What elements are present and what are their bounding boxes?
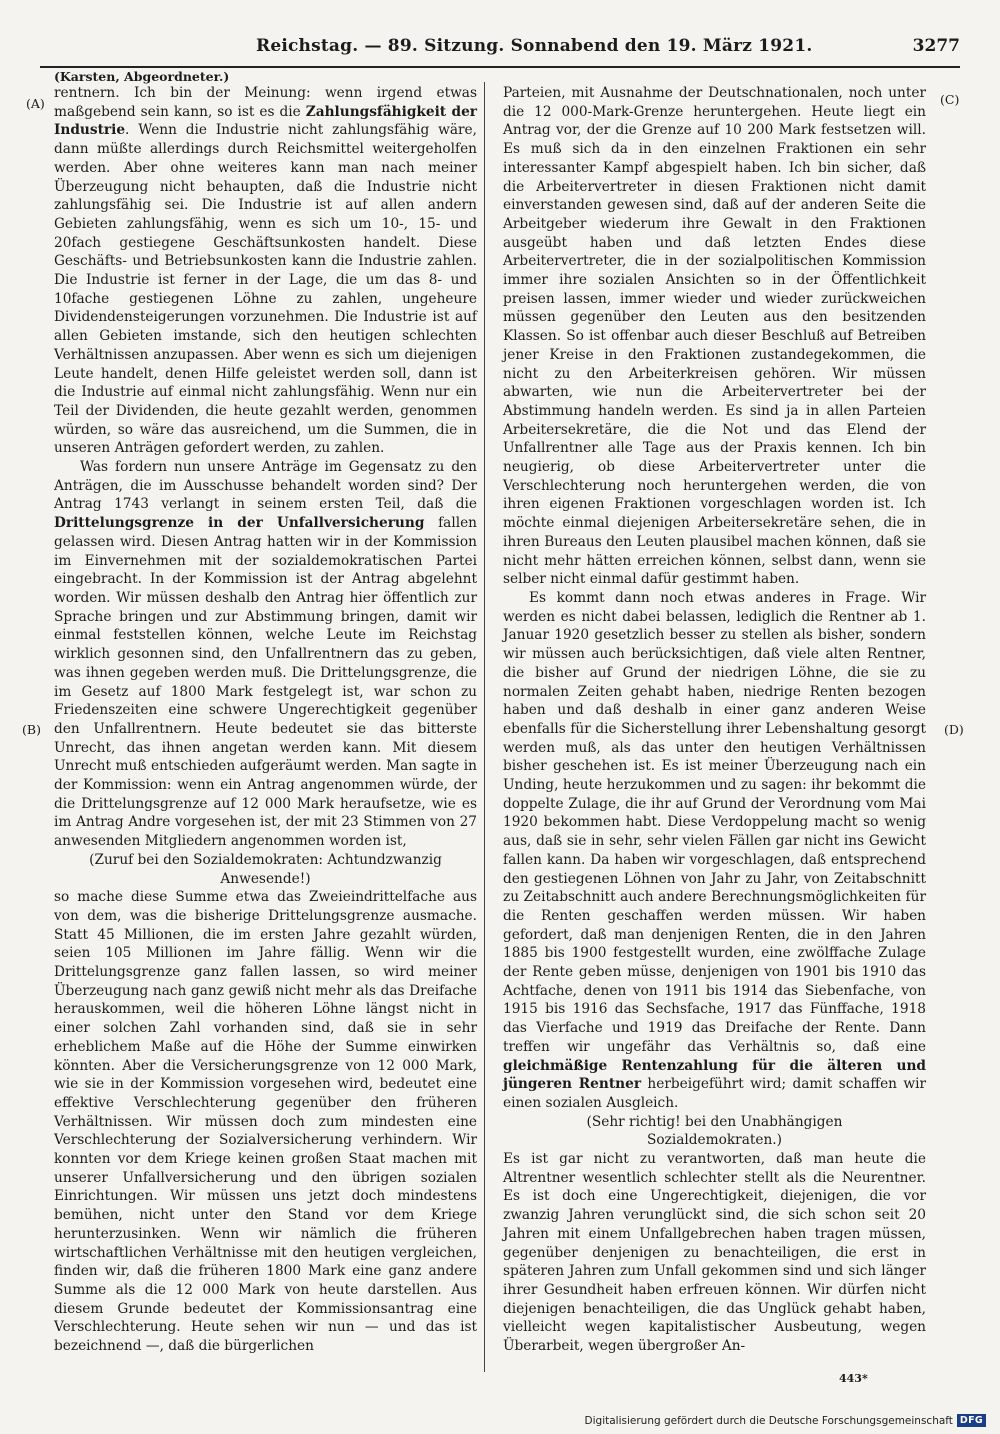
text-run: fallen gelassen wird. Diesen Antrag hatten wir in der Kommission im Einvernehmen mit der sozialdemokratischen Partei eingebracht. In der Kommission ist der Antrag abgelehnt worden. Wir müssen deshalb den Antrag hier öffentlich zur Sprache bringen und zur Abstimmung bringen, damit wir einmal feststellen können, welche Leute im Reichstag wirklich gesonnen sind, den Unfallrentnern das zu geben, was ihnen gegeben werden muß. Die Drittelungsgrenze, die im Gesetz auf 1800 Mark festgelegt ist, war schon zu Friedenszeiten eine schwere Ungerechtigkeit gegenüber den Unfallrentnern. Heute bedeutet sie das bitterste Unrecht, das ihnen angetan werden kann. Mit diesem Unrecht muß entschieden aufgeräumt werden. Man sagte in der Kommission: wenn ein Antrag angenommen würde, der die Drittelungsgrenze auf 12 000 Mark heraufsetze, wie es im Antrag Andre vorgesehen ist, der mit 23 Stimmen von 27 anwesenden Mitgliedern angenommen worden ist, [54, 515, 477, 850]
margin-marker-a: (A) [26, 96, 45, 111]
dfg-logo-icon: DFG [957, 1414, 986, 1427]
text-run: . Wenn die Industrie nicht zahlungsfähig wäre, dann müßte allerdings durch Reichsmittel weitergeholfen werden. Aber ohne weiteres kann man nach meiner Überzeugung nicht behaupten, daß die Industrie nicht zahlungsfähig sei. Die Industrie ist auf allen andern Gebieten zahlungsfähig, wenn es sich um 10-, 15- und 20fach gestiegene Geschäftsunkosten handelt. Diese Geschäfts- und Betriebsunkosten kann die Industrie zahlen. Die Industrie ist ferner in der Lage, die um das 8- und 10fache gestiegenen Löhne zu zahlen, ungeheure Dividendensteigerungen vorzunehmen. Die Industrie ist auf allen Gebieten imstande, sich den heutigen schlechten Verhältnissen anzupassen. Aber wenn es sich um diejenigen Leute handelt, denen Hilfe geleistet werden soll, dann ist die Industrie auf einmal nicht zahlungsfähig. Wenn nur ein Teil der Dividenden, die heute gezahlt werden, genommen würden, so wäre das ausreichend, um die Summen, die in unseren Anträgen gefordert werden, zu zahlen. [54, 122, 477, 457]
text-run: rentnern. Ich bin der Meinung: wenn irgend etwas maßgebend sein kann, so ist es die [54, 85, 477, 120]
emphasis-text: Zahlungsfähigkeit der Industrie [54, 103, 478, 139]
header-title: Reichstag. — 89. Sitzung. Sonnabend den 19. März 1921. [256, 36, 813, 56]
right-column [503, 84, 926, 1356]
text-run: herbeigeführt wird; damit schaffen wir einen sozialen Ausgleich. [503, 1076, 927, 1111]
text-run: Was fordern nun unsere Anträge im Gegensatz zu den Anträgen, die im Ausschusse behandelt worden sind? Der Antrag 1743 verlangt in seinem ersten Teil, daß die [54, 459, 477, 513]
page-number: 3277 [912, 36, 960, 56]
column-divider [484, 82, 485, 1372]
margin-marker-c: (C) [940, 92, 960, 107]
left-column [54, 84, 477, 1356]
credit-text: Digitalisierung gefördert durch die Deutsche Forschungsgemeinschaft [584, 1414, 953, 1427]
interjection: (Zuruf bei den Sozialdemokraten: Achtundzwanzig Anwesende!) [89, 851, 442, 887]
sheet-signature: 443* [839, 1372, 868, 1385]
margin-marker-b: (B) [22, 722, 41, 737]
paragraph: Parteien, mit Ausnahme der Deutschnationalen, noch unter die 12 000-Mark-Grenze heruntergehen. Heute liegt ein Antrag vor, der die Grenze auf 10 200 Mark festsetzen will. Es muß sich da in den einzelnen Fraktionen ein sehr interessanter Kampf abgespielt haben. Ich bin sicher, daß die Arbeitervertreter in diesen Fraktionen nicht damit einverstanden gewesen sind, daß auf der anderen Seite die Arbeitgeber wiederum ihre Gewalt in den Fraktionen ausgeübt haben und daß letzten Endes diese Arbeitervertreter, die in der sozialpolitischen Kommission immer ihre sozialen Ansichten so in der Öffentlichkeit preisen lassen, immer wieder und wieder zurückweichen müssen gegenüber den Leuten aus den besitzenden Klassen. So ist offenbar auch dieser Beschluß auf Betreiben jener Kreise in den Fraktionen zustandegekommen, die nicht zu den Arbeiterkreisen gehören. Wir müssen abwarten, wie nun die Arbeitervertreter bei der Abstimmung handeln werden. Es sind ja in allen Parteien Arbeitersekretäre, die die Not und das Elend der Unfallrentner alle Tage aus der Praxis kennen. Ich bin neugierig, ob diese Arbeitervertreter unter die Verschlechterung noch heruntergehen werden, die von ihren eigenen Fraktionen vorgeschlagen worden ist. Ich möchte einmal diejenigen Arbeitersekretäre sehen, die in ihren Bureaus den Leuten plausibel machen können, daß sie nicht mehr hätten erreichen können, selbst dann, wenn sie selber nicht einmal dafür gestimmt haben. [503, 85, 926, 588]
paragraph [54, 84, 477, 458]
emphasis-text: gleichmäßige Rentenzahlung für die älteren und jüngeren Rentner [503, 1057, 926, 1093]
digitization-credit [585, 1414, 986, 1427]
paragraph: so mache diese Summe etwa das Zweieindrittelfache aus von dem, was die bisherige Drittelungsgrenze ausmache. Statt 45 Millionen, die im ersten Jahre gezahlt würden, seien 105 Millionen im Jahre fällig. Wenn wir die Drittelungsgrenze ganz fallen lassen, so wird meiner Überzeugung nach ganz gewiß nicht mehr als das Dreifache herauskommen, weil die höheren Löhne längst nicht in einer solchen Zahl vorhanden sind, daß sie in sehr erheblichem Maße auf die Höhe der Summe einwirken könnten. Aber die Versicherungsgrenze von 12 000 Mark, wie sie in der Kommission vorgesehen wird, bedeutet eine effektive Verschlechterung gegenüber den früheren Verhältnissen. Wir müssen doch zum mindesten eine Verschlechterung der Sozialversicherung verhindern. Wir konnten vor dem Kriege keinen großen Staat machen mit unserer Unfallversicherung und den übrigen sozialen Einrichtungen. Wir müssen uns jetzt doch mindestens bemühen, nicht unter den Stand vor dem Kriege herunterzusinken. Wenn wir nämlich die früheren wirtschaftlichen Verhältnisse mit den heutigen vergleichen, finden wir, daß die früheren 1800 Mark eine ganz andere Summe als die 12 000 Mark von heute darstellen. Aus diesem Grunde bedeutet der Kommissionsantrag eine Verschlechterung. Heute sehen wir nun — und das ist bezeichnend —, daß die bürgerlichen [54, 889, 477, 1355]
paragraph [503, 589, 926, 1113]
page-header [40, 30, 960, 68]
margin-marker-d: (D) [944, 722, 964, 737]
text-run: Es kommt dann noch etwas anderes in Frage. Wir werden es nicht dabei belassen, lediglich die Rentner ab 1. Januar 1920 gesetzlich besser zu stellen als bisher, sondern wir müssen auch berücksichtigen, daß viele alten Rentner, die bisher auf Grund der niedrigen Löhne, die sie zu normalen Zeiten gehabt haben, niedrige Renten bezogen haben und daß deshalb in einer ganz anderen Weise ebenfalls für die Sicherstellung ihrer Lebenshaltung gesorgt werden muß, als das unter den heutigen Verhältnissen bisher geschehen ist. Es ist meiner Überzeugung nach ein Unding, heute herzukommen und zu sagen: ihr bekommt die doppelte Zulage, die ihr auf Grund der Verordnung vom Mai 1920 bekommen habt. Diese Verdoppelung macht so wenig aus, daß sie in sehr, sehr vielen Fällen gar nicht ins Gewicht fallen kann. Da haben wir vorgeschlagen, daß entsprechend den gestiegenen Löhnen von Jahr zu Jahr, von Zeitabschnitt zu Zeitabschnitt auch andere Berechnungsmöglichkeiten für die Renten geschaffen werden müssen. Wir haben gefordert, daß man denjenigen Renten, die in den Jahren 1885 bis 1900 festgestellt wurden, eine zwölffache Zulage der Rente geben müsse, denjenigen von 1901 bis 1910 das Achtfache, denen von 1911 bis 1914 das Siebenfache, von 1915 bis 1916 das Sechsfache, 1917 das Fünffache, 1918 das Vierfache und 1919 das Dreifache der Rente. Dann treffen wir ungefähr das Verhältnis so, daß eine [503, 589, 926, 1055]
interjection: (Sehr richtig! bei den Unabhängigen Sozialdemokraten.) [586, 1113, 843, 1149]
speaker-label: (Karsten, Abgeordneter.) [54, 69, 230, 84]
paragraph [54, 458, 477, 851]
emphasis-text: Drittelungsgrenze in der Unfallversicherung [54, 515, 425, 532]
paragraph: Es ist gar nicht zu verantworten, daß man heute die Altrentner wesentlich schlechter stellt als die Neurentner. Es ist doch eine Ungerechtigkeit, diejenigen, die vor zwanzig Jahren verunglückt sind, die sich schon seit 20 Jahren mit einem Unfallgebrechen haben tragen müssen, gegenüber denjenigen zu benachteiligen, die erst in späteren Jahren zum Unfall gekommen sind und sich länger ihrer Gesundheit haben erfreuen können. Wir dürfen nicht diejenigen benachteiligen, die das Unglück gehabt haben, vielleicht wegen kapitalistischer Ausbeutung, wegen Überarbeit, wegen übergroßer An- [503, 1151, 926, 1355]
